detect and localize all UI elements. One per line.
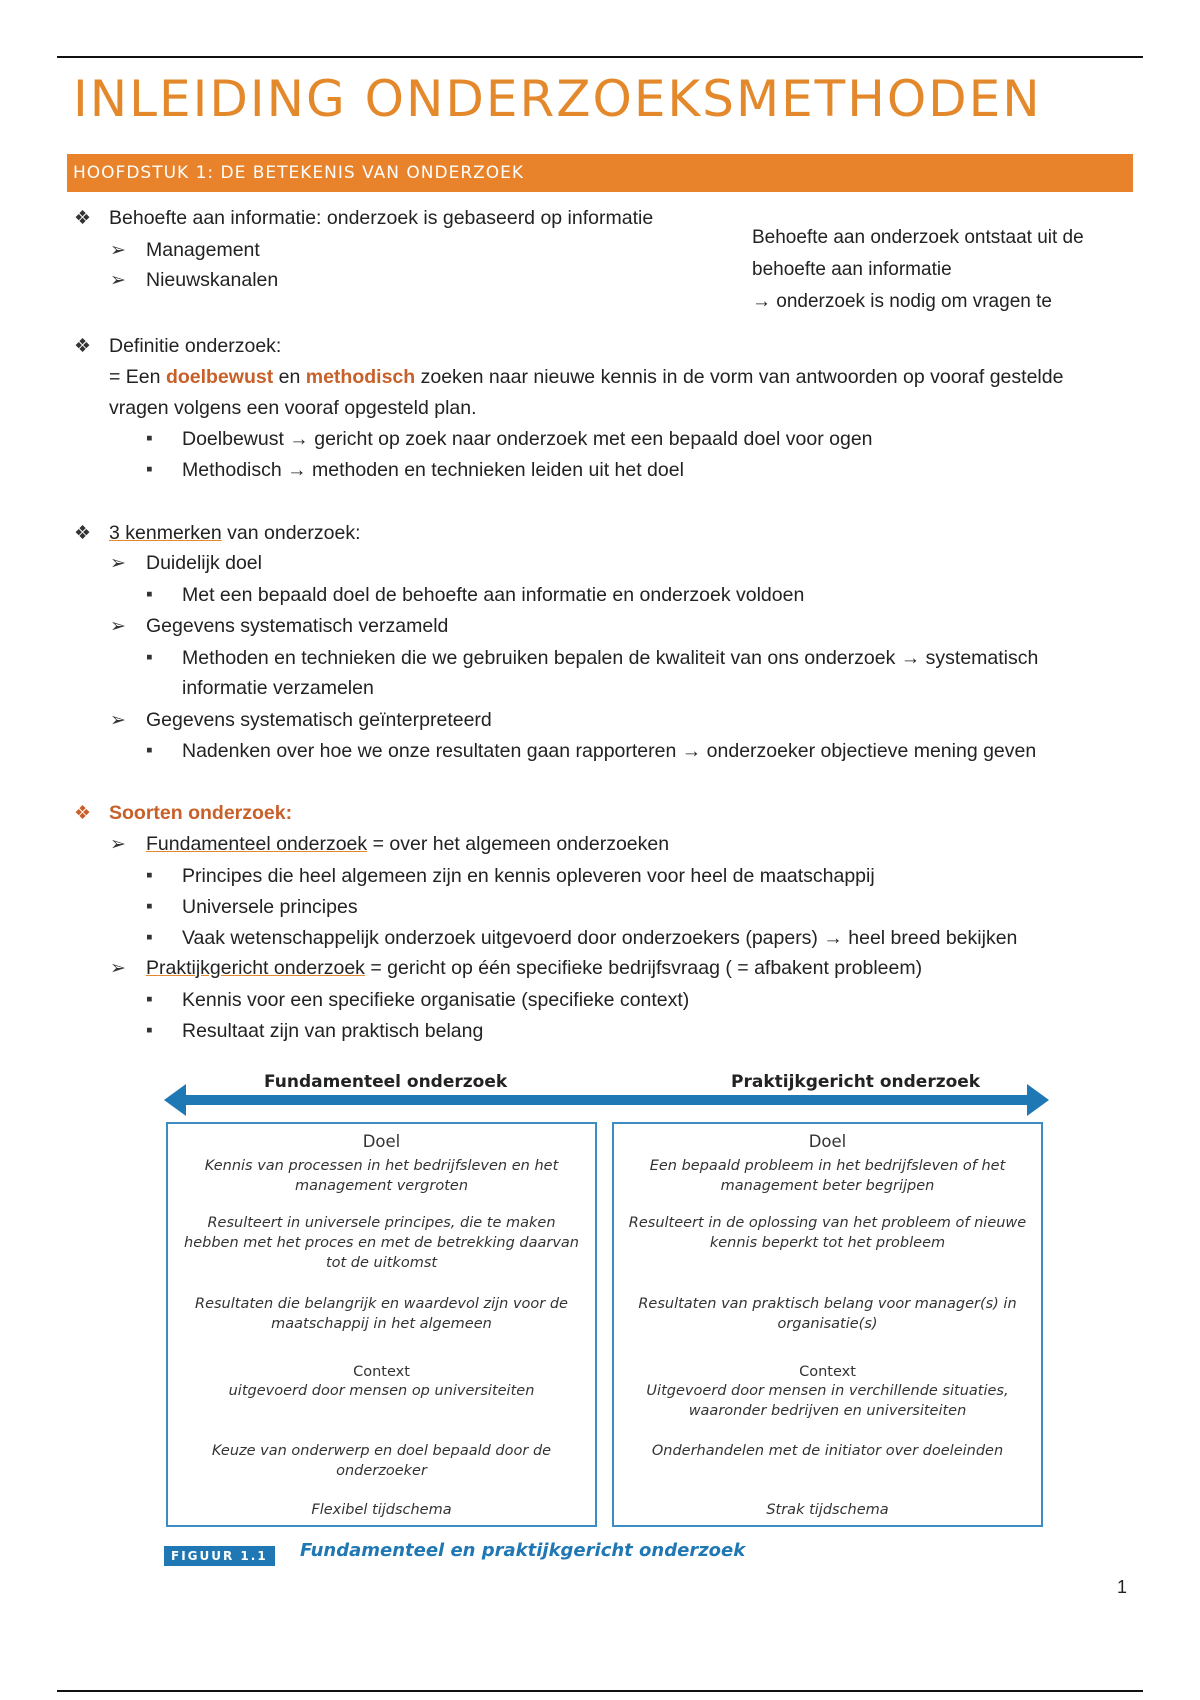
list-item: Gegevens systematisch verzameld (146, 615, 449, 637)
side-note-line: → onderzoek is nodig om vragen te (752, 291, 1052, 312)
fundamental-term: Fundamenteel onderzoek (146, 833, 368, 855)
practical-definition: = gericht op één specifieke bedrijfsvraag ( = afbakent probleem) (370, 957, 923, 979)
diamond-bullet-icon: ❖ (74, 523, 92, 544)
keyword-methodisch: methodisch (305, 366, 416, 388)
panel-text: Resultaten van praktisch belang voor manager(s) in organisatie(s) (638, 1296, 1017, 1332)
panel-text: Flexibel tijdschema (311, 1502, 452, 1518)
arrow-bullet-icon: ➢ (110, 958, 126, 979)
features-heading-rest: van onderzoek: (227, 522, 361, 544)
list-item: Met een bepaald doel de behoefte aan informatie en onderzoek voldoen (182, 584, 805, 606)
list-item: Management (146, 239, 260, 261)
arrow-bullet-icon: ➢ (110, 834, 126, 855)
panel-doel-heading: Doel (362, 1132, 401, 1151)
list-item: Methoden en technieken die we gebruiken bepalen de kwaliteit van ons onderzoek → systematisch (182, 647, 1039, 669)
panel-text: Een bepaald probleem in het bedrijfsleven of het management beter begrijpen (649, 1158, 1006, 1194)
panel-text: Onderhandelen met de initiator over doeleinden (651, 1443, 1004, 1459)
list-item: Methodisch → methoden en technieken leiden uit het doel (182, 459, 684, 481)
types-heading: Soorten onderzoek: (109, 802, 293, 824)
definition-line-2: vragen volgens een vooraf opgesteld plan. (109, 397, 477, 419)
square-bullet-icon: ▪ (146, 584, 153, 605)
square-bullet-icon: ▪ (146, 927, 153, 948)
square-bullet-icon: ▪ (146, 865, 153, 886)
panel-text: Resulteert in universele principes, die te maken hebben met het proces en met de betrekking daarvan tot de uitkomst (184, 1215, 579, 1271)
panel-text: Resultaten die belangrijk en waardevol zijn voor de maatschappij in het algemeen (195, 1296, 568, 1332)
diamond-bullet-icon: ❖ (74, 208, 92, 229)
definition-and: en (278, 366, 301, 388)
info-need-line: Behoefte aan informatie: onderzoek is gebaseerd op informatie (109, 207, 654, 229)
side-note-line: Behoefte aan onderzoek ontstaat uit de (752, 227, 1084, 248)
side-note-line: behoefte aan informatie (752, 259, 952, 280)
fundamental-line (146, 833, 669, 856)
page-number: 1 (1117, 1577, 1128, 1597)
side-note (752, 222, 1142, 318)
panel-doel-heading: Doel (808, 1132, 847, 1151)
fundamental-definition: = over het algemeen onderzoeken (372, 833, 670, 855)
figure-caption: Fundamenteel en praktijkgericht onderzoek (300, 1540, 746, 1561)
panel-text: Keuze van onderwerp en doel bepaald door de onderzoeker (211, 1443, 552, 1479)
list-item: Gegevens systematisch geïnterpreteerd (146, 709, 492, 731)
list-item: Principes die heel algemeen zijn en kennis opleveren voor heel de maatschappij (182, 865, 875, 887)
definition-prefix: = Een (109, 366, 161, 388)
diamond-bullet-icon: ❖ (74, 803, 92, 824)
bottom-rule (57, 1690, 1143, 1692)
panel-text: Strak tijdschema (766, 1502, 889, 1518)
figure-label: FIGUUR 1.1 (164, 1546, 275, 1566)
arrow-bullet-icon: ➢ (110, 710, 126, 731)
top-rule (57, 56, 1143, 58)
diamond-bullet-icon: ❖ (74, 336, 92, 357)
arrow-bullet-icon: ➢ (110, 616, 126, 637)
list-item: Kennis voor een specifieke organisatie (specifieke context) (182, 989, 690, 1011)
figure-left-heading: Fundamenteel onderzoek (264, 1072, 508, 1092)
list-item: Doelbewust → gericht op zoek naar onderzoek met een bepaald doel voor ogen (182, 428, 873, 450)
list-item: Duidelijk doel (146, 552, 262, 574)
panel-text: Uitgevoerd door mensen in verchillende situaties, waaronder bedrijven en universiteiten (646, 1383, 1009, 1419)
panel-context-heading: Context (799, 1364, 856, 1380)
practical-line (146, 957, 922, 980)
square-bullet-icon: ▪ (146, 428, 153, 449)
square-bullet-icon: ▪ (146, 740, 153, 761)
square-bullet-icon: ▪ (146, 459, 153, 480)
features-heading-underlined: 3 kenmerken (109, 522, 222, 544)
arrow-bullet-icon: ➢ (110, 270, 126, 291)
document-title: INLEIDING ONDERZOEKSMETHODEN (73, 70, 1042, 128)
panel-context-heading: Context (353, 1364, 410, 1380)
list-item: Vaak wetenschappelijk onderzoek uitgevoerd door onderzoekers (papers) → heel breed bekijken (182, 927, 1018, 949)
list-item: Nadenken over hoe we onze resultaten gaan rapporteren → onderzoeker objectieve mening geven (182, 740, 1037, 762)
arrow-bullet-icon: ➢ (110, 240, 126, 261)
square-bullet-icon: ▪ (146, 896, 153, 917)
definition-heading: Definitie onderzoek: (109, 335, 282, 357)
definition-rest: zoeken naar nieuwe kennis in de vorm van antwoorden op vooraf gestelde (420, 366, 1064, 388)
square-bullet-icon: ▪ (146, 1020, 153, 1041)
panel-text: uitgevoerd door mensen op universiteiten (228, 1383, 535, 1399)
list-item: Nieuwskanalen (146, 269, 279, 291)
figure-panel-fundamental (166, 1122, 597, 1527)
list-item-continued: informatie verzamelen (182, 677, 374, 699)
figure-right-heading: Praktijkgericht onderzoek (731, 1072, 981, 1092)
panel-text: Kennis van processen in het bedrijfsleven en het management vergroten (204, 1158, 559, 1194)
arrow-bullet-icon: ➢ (110, 553, 126, 574)
list-item: Resultaat zijn van praktisch belang (182, 1020, 484, 1042)
figure-panel-practical (612, 1122, 1043, 1527)
keyword-doelbewust: doelbewust (165, 366, 274, 388)
definition-line (109, 366, 1063, 389)
chapter-heading: HOOFDSTUK 1: DE BETEKENIS VAN ONDERZOEK (67, 154, 1133, 192)
practical-term: Praktijkgericht onderzoek (146, 957, 365, 979)
figure-comparison (164, 1062, 1049, 1562)
double-arrow-icon (164, 1082, 1049, 1122)
square-bullet-icon: ▪ (146, 647, 153, 668)
features-heading (109, 522, 361, 545)
list-item: Universele principes (182, 896, 358, 918)
panel-text: Resulteert in de oplossing van het probleem of nieuwe kennis beperkt tot het probleem (628, 1215, 1027, 1251)
square-bullet-icon: ▪ (146, 989, 153, 1010)
